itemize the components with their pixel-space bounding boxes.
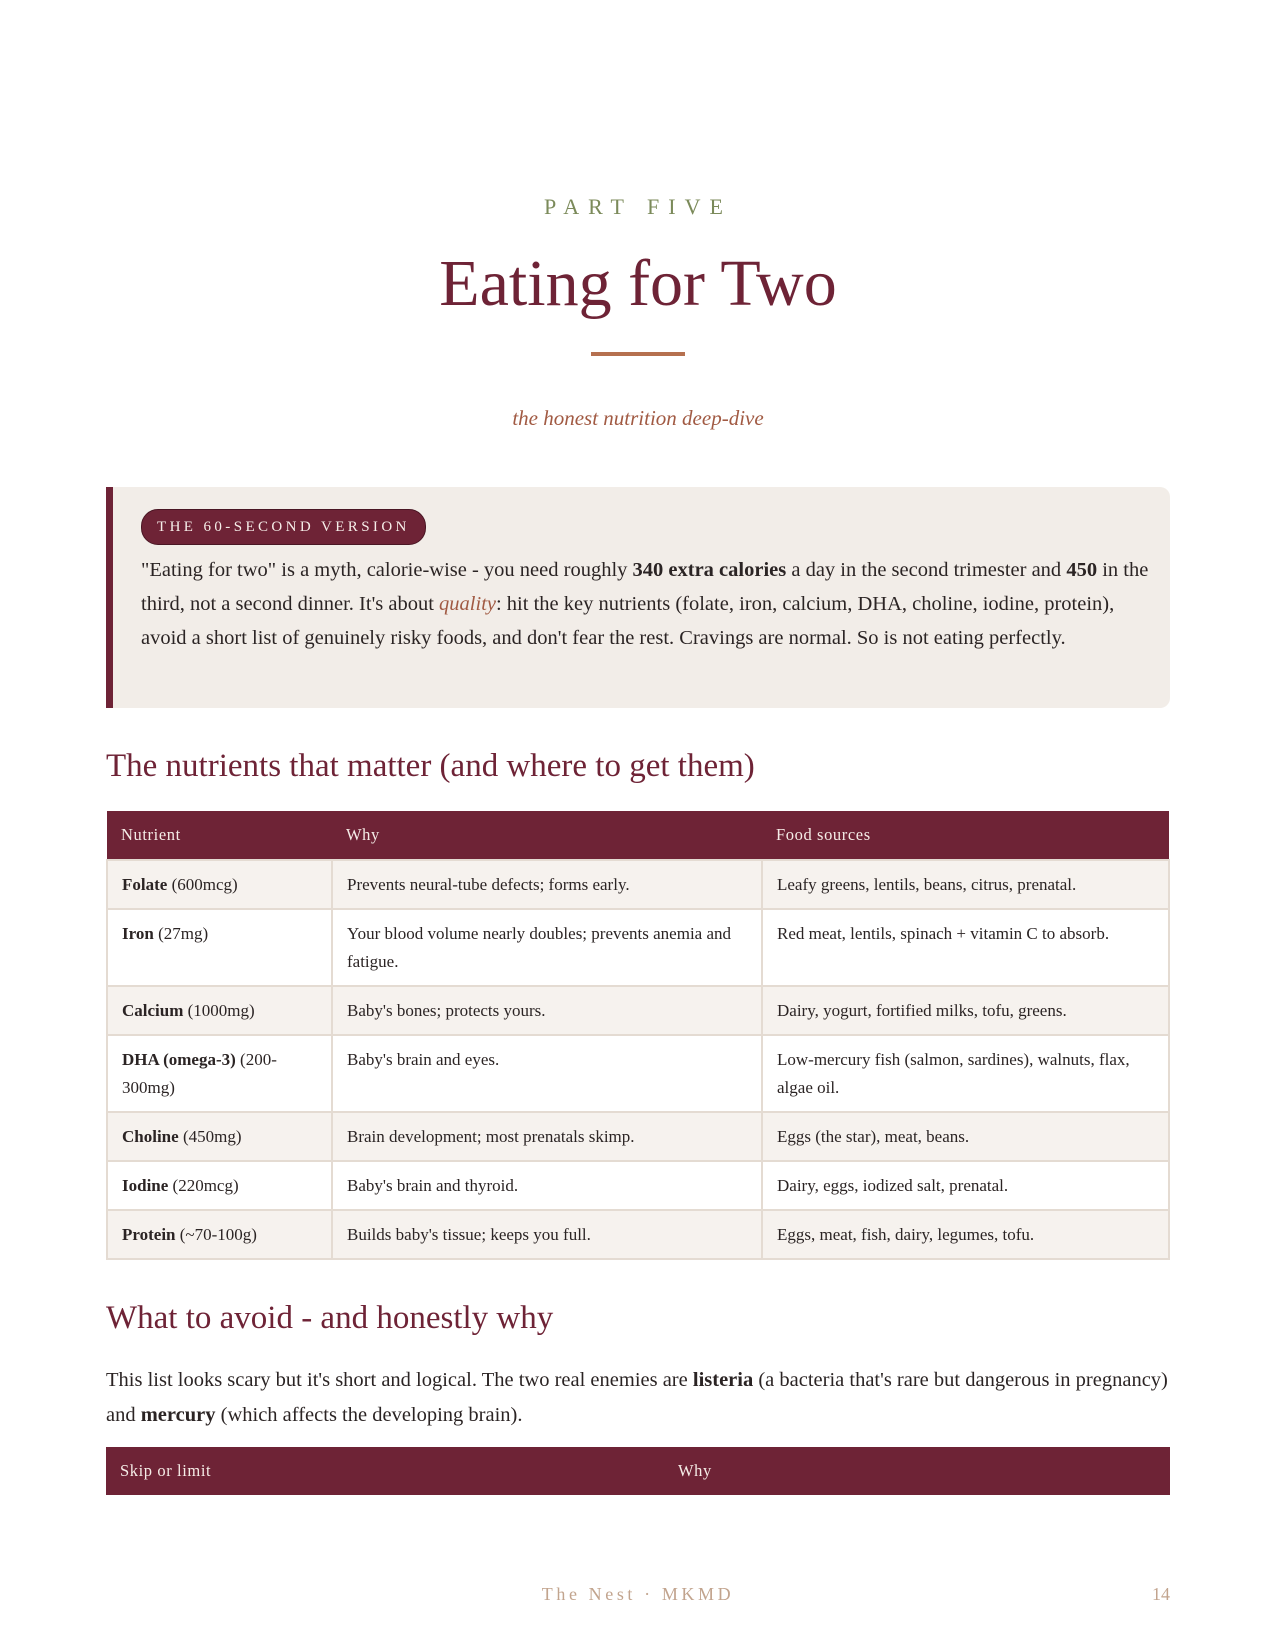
why-cell: Brain development; most prenatals skimp. <box>332 1112 762 1161</box>
table-row <box>107 1035 1169 1112</box>
nutrient-name: Choline <box>122 1127 179 1146</box>
callout-bold: 340 extra calories <box>632 559 787 581</box>
nutrient-amount: (200-300mg) <box>122 1050 277 1097</box>
nutrient-name: Protein <box>122 1225 176 1244</box>
nutrient-amount: (27mg) <box>153 924 209 943</box>
callout-text <box>141 553 1151 655</box>
avoid-bold: mercury <box>140 1404 216 1426</box>
avoid-text-part: (which affects the developing brain). <box>215 1404 523 1426</box>
why-cell: Baby's bones; protects yours. <box>332 986 762 1035</box>
page-subtitle: the honest nutrition deep-dive <box>512 406 764 430</box>
page-title: Eating for Two <box>439 247 837 320</box>
table-row <box>107 1210 1169 1259</box>
part-eyebrow: PART FIVE <box>544 194 732 219</box>
nutrient-cell <box>107 1035 332 1112</box>
callout-accent: quality <box>439 593 496 615</box>
nutrient-cell <box>107 1210 332 1259</box>
table-header-row <box>106 1447 1170 1495</box>
avoid-table <box>106 1447 1170 1495</box>
nutrient-cell <box>107 860 332 909</box>
column-header: Skip or limit <box>106 1447 664 1495</box>
column-header: Why <box>664 1447 1170 1495</box>
avoid-text-part: (a bacteria that's rare but dangerous in pregnancy) and <box>106 1369 1168 1426</box>
nutrient-amount: (450mg) <box>178 1127 242 1146</box>
why-cell: Baby's brain and eyes. <box>332 1035 762 1112</box>
nutrient-name: Calcium <box>122 1001 184 1020</box>
nutrient-amount: (~70-100g) <box>175 1225 257 1244</box>
why-cell: Builds baby's tissue; keeps you full. <box>332 1210 762 1259</box>
callout-text-part: : hit the key nutrients (folate, iron, calcium, DHA, choline, iodine, protein), avoid a short list of genuinely risky foods, and don't fear the rest. Cravings are normal. So is not eating perfectly. <box>141 593 1115 649</box>
avoid-text-part: This list looks scary but it's short and logical. The two real enemies are <box>106 1369 693 1391</box>
table-row <box>107 1161 1169 1210</box>
title-divider <box>591 352 685 356</box>
avoid-intro <box>106 1363 1170 1433</box>
column-header: Nutrient <box>107 811 332 860</box>
callout-text-part: in the third, not a second dinner. It's about <box>141 559 1149 615</box>
sources-cell: Dairy, yogurt, fortified milks, tofu, greens. <box>762 986 1169 1035</box>
table-row <box>107 909 1169 986</box>
page-number: 14 <box>1152 1584 1170 1604</box>
table-row <box>107 1112 1169 1161</box>
nutrient-name: Iodine <box>122 1176 169 1195</box>
nutrient-cell <box>107 909 332 986</box>
column-header: Why <box>332 811 762 860</box>
nutrient-cell <box>107 1161 332 1210</box>
table-row <box>107 860 1169 909</box>
sources-cell: Low-mercury fish (salmon, sardines), walnuts, flax, algae oil. <box>762 1035 1169 1112</box>
nutrient-name: Folate <box>122 875 168 894</box>
why-cell: Your blood volume nearly doubles; prevents anemia and fatigue. <box>332 909 762 986</box>
why-cell: Baby's brain and thyroid. <box>332 1161 762 1210</box>
callout-badge: THE 60-SECOND VERSION <box>141 509 426 545</box>
why-cell: Prevents neural-tube defects; forms early. <box>332 860 762 909</box>
nutrients-table <box>106 811 1170 1260</box>
callout-text-part: "Eating for two" is a myth, calorie-wise - you need roughly <box>141 559 633 581</box>
sources-cell: Eggs, meat, fish, dairy, legumes, tofu. <box>762 1210 1169 1259</box>
nutrients-heading: The nutrients that matter (and where to get them) <box>106 748 755 784</box>
column-header: Food sources <box>762 811 1169 860</box>
callout-bold: 450 <box>1066 559 1098 581</box>
nutrient-name: DHA (omega-3) <box>122 1050 236 1069</box>
table-row <box>107 986 1169 1035</box>
callout-text-part: a day in the second trimester and <box>786 559 1067 581</box>
footer-brand: The Nest · MKMD <box>541 1584 735 1604</box>
table-header-row <box>107 811 1169 860</box>
nutrient-amount: (600mcg) <box>167 875 238 894</box>
sources-cell: Leafy greens, lentils, beans, citrus, prenatal. <box>762 860 1169 909</box>
sources-cell: Eggs (the star), meat, beans. <box>762 1112 1169 1161</box>
avoid-heading: What to avoid - and honestly why <box>106 1300 554 1336</box>
avoid-bold: listeria <box>692 1369 754 1391</box>
nutrient-cell <box>107 1112 332 1161</box>
nutrient-cell <box>107 986 332 1035</box>
sources-cell: Dairy, eggs, iodized salt, prenatal. <box>762 1161 1169 1210</box>
nutrient-amount: (1000mg) <box>183 1001 255 1020</box>
nutrient-amount: (220mcg) <box>168 1176 239 1195</box>
summary-callout <box>106 487 1170 708</box>
nutrient-name: Iron <box>122 924 154 943</box>
sources-cell: Red meat, lentils, spinach + vitamin C to absorb. <box>762 909 1169 986</box>
